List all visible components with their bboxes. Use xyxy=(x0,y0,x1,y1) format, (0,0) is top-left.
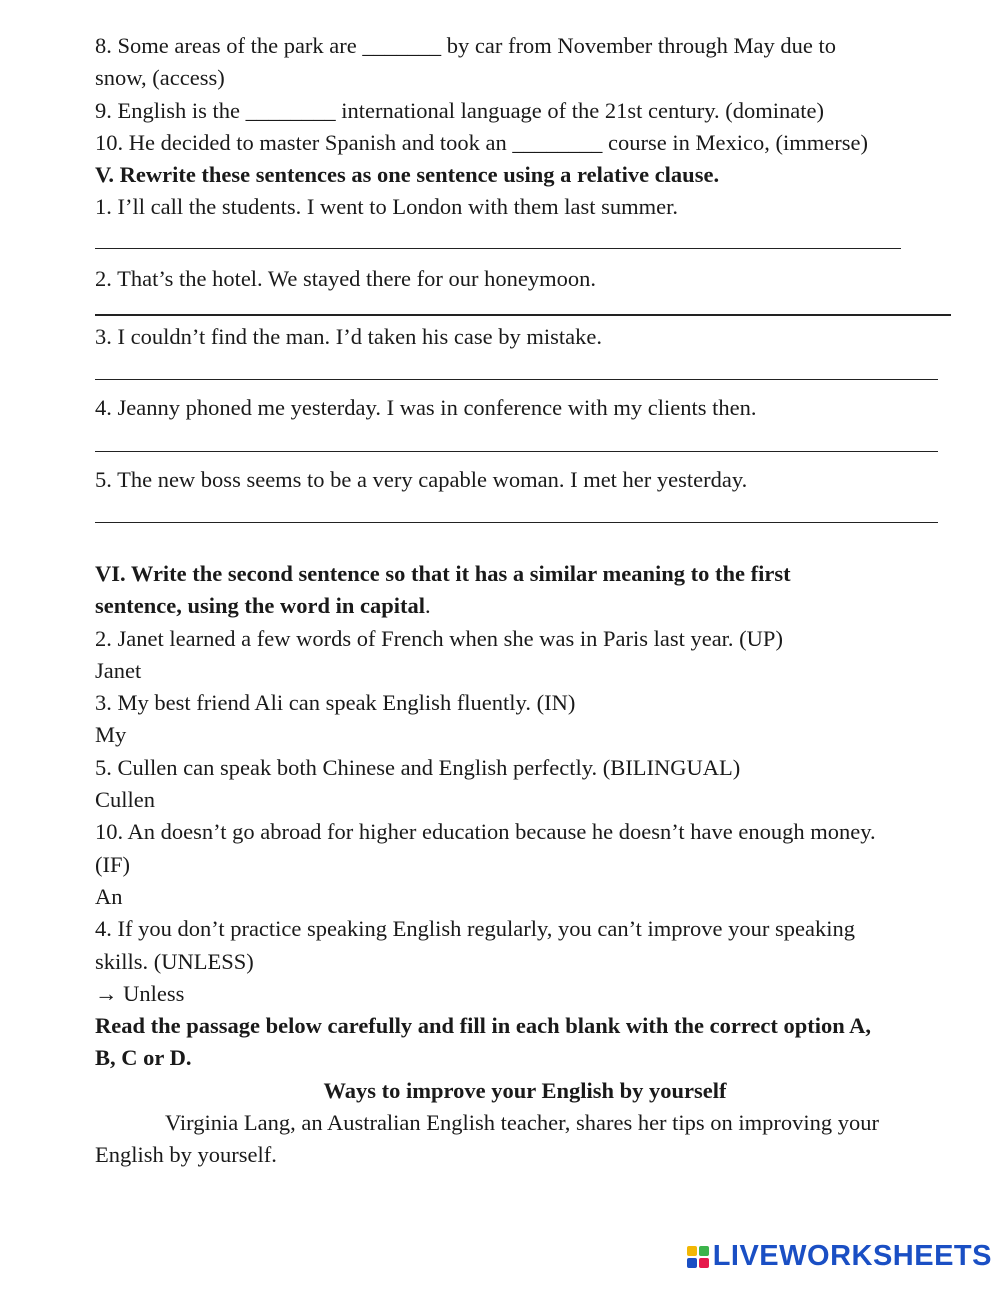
answer-line-4[interactable] xyxy=(95,451,938,452)
liveworksheets-logo-icon xyxy=(687,1246,709,1268)
worksheet-page xyxy=(95,30,955,1172)
ex6-heading-text1: VI. Write the second sentence so that it has a similar meaning to the first xyxy=(95,560,791,586)
ex6-item-4-prompt-cont: skills. (UNLESS) xyxy=(95,948,254,974)
answer-line-5[interactable] xyxy=(95,522,938,523)
answer-line-1[interactable] xyxy=(95,248,901,249)
liveworksheets-logo xyxy=(687,1240,992,1273)
ex4-item-10: 10. He decided to master Spanish and took an ________ course in Mexico, (immerse) xyxy=(95,129,868,155)
ex6-item-4-prompt: 4. If you don’t practice speaking English regularly, you can’t improve your speaking xyxy=(95,916,856,942)
ex6-item-5-prompt: 5. Cullen can speak both Chinese and English perfectly. (BILINGUAL) xyxy=(95,754,741,780)
reading-instruction-line2: B, C or D. xyxy=(95,1045,192,1071)
ex5-item-1: 1. I’ll call the students. I went to London with them last summer. xyxy=(95,194,679,220)
ex6-item-4-start: → Unless xyxy=(95,980,185,1006)
reading-paragraph-line1: Virginia Lang, an Australian English teacher, shares her tips on improving your xyxy=(165,1110,880,1136)
ex5-item-2: 2. That’s the hotel. We stayed there for our honeymoon. xyxy=(95,265,596,291)
ex4-item-8-line2: snow, (access) xyxy=(95,65,225,91)
ex5-heading: V. Rewrite these sentences as one sentence using a relative clause. xyxy=(95,162,720,188)
reading-instruction-line1: Read the passage below carefully and fill in each blank with the correct option A, xyxy=(95,1013,872,1039)
reading-title: Ways to improve your English by yourself xyxy=(323,1077,727,1103)
ex6-item-3-prompt: 3. My best friend Ali can speak English fluently. (IN) xyxy=(95,690,576,716)
ex6-item-10-prompt-cont: (IF) xyxy=(95,851,130,877)
ex6-heading-period: . xyxy=(425,593,431,619)
ex6-item-3-start: My xyxy=(95,722,127,748)
ex4-item-8-line1: 8. Some areas of the park are _______ by car from November through May due to xyxy=(95,33,837,58)
logo-square-green xyxy=(699,1246,709,1256)
logo-square-red xyxy=(699,1258,709,1268)
ex6-item-10-start: An xyxy=(95,883,123,909)
ex6-item-5-start: Cullen xyxy=(95,787,155,813)
ex5-item-5: 5. The new boss seems to be a very capable woman. I met her yesterday. xyxy=(95,466,748,492)
liveworksheets-logo-text: LIVEWORKSHEETS xyxy=(712,1240,992,1272)
logo-square-blue xyxy=(687,1258,697,1268)
logo-square-yellow xyxy=(687,1246,697,1256)
ex5-item-3: 3. I couldn’t find the man. I’d taken his case by mistake. xyxy=(95,324,602,350)
answer-line-2[interactable] xyxy=(95,314,951,316)
reading-paragraph-line2: English by yourself. xyxy=(95,1142,277,1168)
ex4-item-9: 9. English is the ________ international language of the 21st century. (dominate) xyxy=(95,97,824,123)
answer-line-3[interactable] xyxy=(95,379,938,380)
ex6-heading-text2: sentence, using the word in capital xyxy=(95,593,426,619)
ex6-heading-line1 xyxy=(95,558,955,590)
ex5-item-4: 4. Jeanny phoned me yesterday. I was in conference with my clients then. xyxy=(95,395,757,421)
ex6-item-2-start: Janet xyxy=(95,657,142,683)
ex6-heading-line2 xyxy=(95,590,955,622)
ex6-item-2-prompt: 2. Janet learned a few words of French when she was in Paris last year. (UP) xyxy=(95,625,783,651)
ex6-item-10-prompt: 10. An doesn’t go abroad for higher education because he doesn’t have enough money. xyxy=(95,819,876,845)
